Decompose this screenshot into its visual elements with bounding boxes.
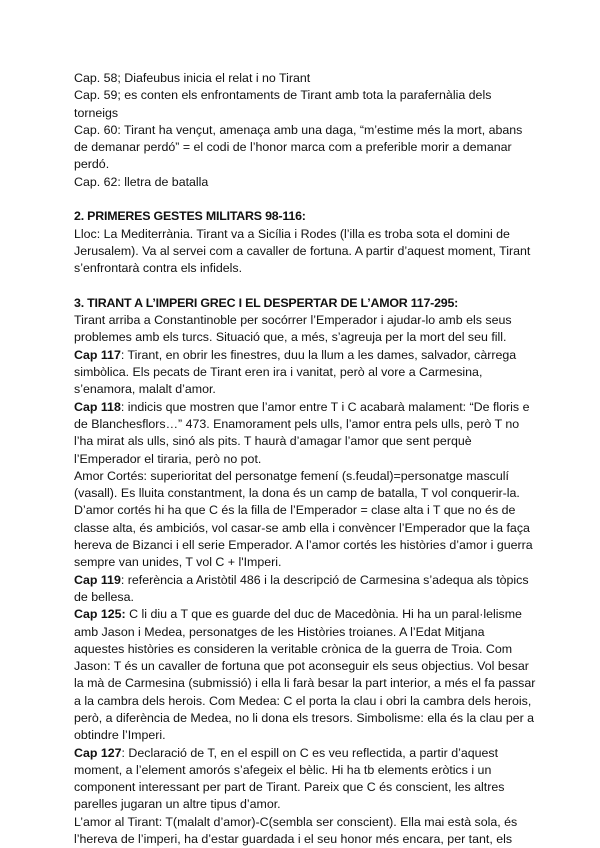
cap118-paragraph bbox=[74, 399, 536, 468]
cap119-text: : referència a Aristòtil 486 i la descripció de Carmesina s’adequa als tòpics de bellesa. bbox=[74, 572, 529, 604]
section3-heading: 3. TIRANT A L’IMPERI GREC I EL DESPERTAR DE L’AMOR 117-295: bbox=[74, 295, 459, 310]
cap118-label: Cap 118 bbox=[74, 399, 121, 414]
cap118-text: : indicis que mostren que l’amor entre T i C acabarà malament: “De floris e de Blanchesflors…” 473. Enamorament pels ulls, l’amor entra pels ulls, però T no l’ha mirat als ulls, sinó als pits. T haurà d’amagar l’amor que sent perquè l’Emperador el tiraria, però no pot. bbox=[74, 399, 530, 466]
intro-line-cap59: Cap. 59; es conten els enfrontaments de Tirant amb tota la parafernàlia dels torneigs bbox=[74, 88, 492, 120]
intro-line-cap58: Cap. 58; Diafeubus inicia el relat i no Tirant bbox=[74, 71, 311, 85]
section3-intro: Tirant arriba a Constantinoble per socórrer l’Emperador i ajudar-lo amb els seus problemes amb els turcs. Situació que, a més, s’agreuja per la mort del seu fill. bbox=[74, 313, 512, 345]
cap127-paragraph bbox=[74, 745, 536, 814]
cap117-paragraph bbox=[74, 347, 536, 399]
section2-heading: 2. PRIMERES GESTES MILITARS 98-116: bbox=[74, 209, 306, 224]
cap117-label: Cap 117 bbox=[74, 347, 121, 362]
amor-tirant-paragraph: L’amor al Tirant: T(malalt d’amor)-C(sembla ser conscient). Ella mai està sola, és l’hereva de l’imperi, ha d’estar guardada i el seu honor més encara, per tant, els bbox=[74, 814, 518, 847]
amor-cortes-paragraph: Amor Cortés: superioritat del personatge femení (s.feudal)=personatge masculí (vasall). Es lluita constantment, la dona és un camp de batalla, T vol conquerir-la. D’amor cortés hi ha que C és la filla de l’Emperador = clase alta i T que no és de classe alta, és ambiciós, vol casar-se amb ella i convèncer l’Emperador que la faça hereva de Bizanci i ell serie Emperador. A l’amor cortés les històries d’amor i guerra sempre van unides, T vol C + l'Imperi. bbox=[74, 468, 533, 570]
cap127-text: : Declaració de T, en el espill on C es veu reflectida, a partir d’aquest moment, a l’element amorós s’afegeix el bèlic. Hi ha tb elements eròtics i un component interessant per part de Tirant. Pareix que C és conscient, les altres parelles jugaran un altre tipus d’amor. bbox=[74, 745, 505, 812]
cap119-paragraph bbox=[74, 572, 536, 607]
cap125-label: Cap 125: bbox=[74, 607, 126, 622]
document-body bbox=[74, 70, 536, 848]
cap117-text: : Tirant, en obrir les finestres, duu la llum a les dames, salvador, càrrega simbòlica. Els pecats de Tirant eren ira i vanitat, però al vore a Carmesina, s’enamora, malalt d’amor. bbox=[74, 347, 517, 397]
intro-line-cap62: Cap. 62: lletra de batalla bbox=[74, 174, 209, 189]
spacer bbox=[74, 191, 536, 208]
cap125-paragraph bbox=[74, 606, 536, 744]
intro-line-cap60: Cap. 60: Tirant ha vençut, amenaça amb una daga, “m’estime més la mort, abans de demanar perdó” = el codi de l’honor marca com a preferible morir a demanar perdó. bbox=[74, 122, 523, 172]
cap125-text: C li diu a T que es guarde del duc de Macedònia. Hi ha un paral·lelisme amb Jason i Medea, personatges de les Històries troianes. A l’Edat Mitjana aquestes històries es consideren la veritable crònica de la guerra de Troia. Com Jason: T és un cavaller de fortuna que pot aconseguir els seus objectius. Vol besar la mà de Carmesina (submissió) i ella li farà besar la part interior, a més el fa passar a la cambra dels herois. Com Medea: C el porta la clau i obri la cambra dels herois, però, a diferència de Medea, no li dona els tresors. Simbolisme: ella és la clau per a obtindre l’Imperi. bbox=[74, 607, 536, 743]
cap127-label: Cap 127 bbox=[74, 745, 122, 760]
spacer bbox=[74, 278, 536, 295]
section2-text: Lloc: La Mediterrània. Tirant va a Sicília i Rodes (l’illa es troba sota el domini de Jerusalem). Va al servei com a cavaller de fortuna. A partir d’aquest moment, Tirant s’enfrontarà contra els infidels. bbox=[74, 226, 531, 276]
cap119-label: Cap 119 bbox=[74, 572, 121, 587]
